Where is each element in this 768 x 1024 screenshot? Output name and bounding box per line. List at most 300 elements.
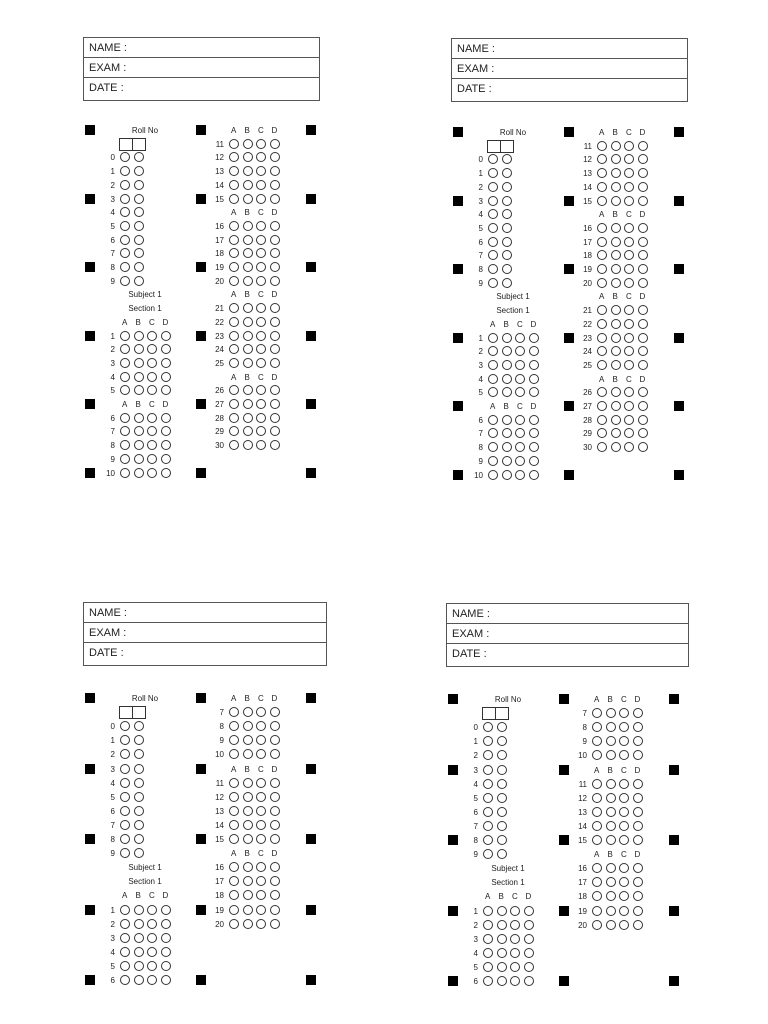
question-row-bubble-3[interactable] (619, 779, 629, 789)
question-row-bubble-1[interactable] (120, 947, 130, 957)
question-row-bubble-3[interactable] (619, 891, 629, 901)
question-row-bubble-1[interactable] (597, 346, 607, 356)
question-row-bubble-3[interactable] (515, 415, 525, 425)
question-row-bubble-1[interactable] (229, 413, 239, 423)
question-row-bubble-1[interactable] (597, 415, 607, 425)
question-row-bubble-2[interactable] (243, 876, 253, 886)
question-row-bubble-2[interactable] (611, 428, 621, 438)
question-row-bubble-1[interactable] (120, 440, 130, 450)
question-row-bubble-4[interactable] (161, 919, 171, 929)
question-row-bubble-4[interactable] (638, 428, 648, 438)
question-row-bubble-1[interactable] (120, 919, 130, 929)
question-row-bubble-3[interactable] (147, 331, 157, 341)
question-row-bubble-4[interactable] (270, 152, 280, 162)
roll-digit-row-bubble-2[interactable] (497, 750, 507, 760)
date-field[interactable]: DATE : (89, 647, 124, 659)
question-row-bubble-3[interactable] (624, 264, 634, 274)
question-row-bubble-1[interactable] (120, 413, 130, 423)
question-row-bubble-4[interactable] (638, 346, 648, 356)
roll-digit-row-bubble-2[interactable] (502, 237, 512, 247)
question-row-bubble-2[interactable] (243, 721, 253, 731)
question-row-bubble-4[interactable] (270, 707, 280, 717)
question-row-bubble-2[interactable] (134, 344, 144, 354)
roll-digit-row-bubble-1[interactable] (120, 248, 130, 258)
question-row-bubble-4[interactable] (270, 139, 280, 149)
roll-digit-row-bubble-2[interactable] (134, 778, 144, 788)
question-row-bubble-2[interactable] (243, 862, 253, 872)
question-row-bubble-4[interactable] (638, 401, 648, 411)
question-row-bubble-4[interactable] (529, 470, 539, 480)
name-field[interactable]: NAME : (84, 38, 319, 58)
question-row-bubble-1[interactable] (229, 331, 239, 341)
roll-digit-row-bubble-2[interactable] (502, 278, 512, 288)
question-row-bubble-4[interactable] (270, 792, 280, 802)
roll-digit-row-bubble-2[interactable] (134, 276, 144, 286)
question-row-bubble-3[interactable] (619, 807, 629, 817)
question-row-bubble-2[interactable] (606, 779, 616, 789)
question-row-bubble-3[interactable] (256, 792, 266, 802)
question-row-bubble-2[interactable] (243, 344, 253, 354)
question-row-bubble-2[interactable] (497, 934, 507, 944)
roll-digit-row-bubble-2[interactable] (497, 722, 507, 732)
question-row-bubble-4[interactable] (270, 221, 280, 231)
question-row-bubble-2[interactable] (243, 262, 253, 272)
question-row-bubble-4[interactable] (633, 708, 643, 718)
question-row-bubble-3[interactable] (256, 890, 266, 900)
question-row-bubble-2[interactable] (611, 346, 621, 356)
question-row-bubble-3[interactable] (619, 835, 629, 845)
question-row-bubble-3[interactable] (619, 750, 629, 760)
roll-digit-row-bubble-1[interactable] (488, 182, 498, 192)
question-row-bubble-4[interactable] (270, 413, 280, 423)
question-row-bubble-3[interactable] (256, 385, 266, 395)
question-row-bubble-1[interactable] (120, 385, 130, 395)
question-row-bubble-1[interactable] (488, 346, 498, 356)
roll-digit-row-bubble-1[interactable] (488, 223, 498, 233)
question-row-bubble-3[interactable] (256, 139, 266, 149)
question-row-bubble-2[interactable] (243, 919, 253, 929)
question-row-bubble-2[interactable] (243, 440, 253, 450)
roll-digit-row-bubble-2[interactable] (134, 248, 144, 258)
roll-digit-row-bubble-2[interactable] (134, 820, 144, 830)
question-row-bubble-2[interactable] (134, 426, 144, 436)
roll-digit-box[interactable] (132, 138, 146, 151)
roll-digit-row-bubble-2[interactable] (502, 209, 512, 219)
question-row-bubble-1[interactable] (597, 264, 607, 274)
question-row-bubble-4[interactable] (161, 975, 171, 985)
question-row-bubble-1[interactable] (488, 333, 498, 343)
question-row-bubble-3[interactable] (256, 862, 266, 872)
roll-digit-row-bubble-1[interactable] (120, 834, 130, 844)
question-row-bubble-2[interactable] (243, 778, 253, 788)
roll-digit-row-bubble-1[interactable] (120, 276, 130, 286)
question-row-bubble-3[interactable] (619, 906, 629, 916)
question-row-bubble-4[interactable] (524, 948, 534, 958)
question-row-bubble-4[interactable] (270, 735, 280, 745)
question-row-bubble-4[interactable] (270, 876, 280, 886)
question-row-bubble-4[interactable] (161, 385, 171, 395)
question-row-bubble-4[interactable] (638, 168, 648, 178)
question-row-bubble-3[interactable] (624, 428, 634, 438)
roll-digit-row-bubble-1[interactable] (488, 264, 498, 274)
roll-digit-row-bubble-2[interactable] (497, 779, 507, 789)
question-row-bubble-2[interactable] (134, 961, 144, 971)
question-row-bubble-3[interactable] (256, 749, 266, 759)
question-row-bubble-3[interactable] (624, 305, 634, 315)
question-row-bubble-4[interactable] (270, 358, 280, 368)
question-row-bubble-2[interactable] (611, 401, 621, 411)
question-row-bubble-3[interactable] (256, 440, 266, 450)
roll-digit-row-bubble-2[interactable] (502, 223, 512, 233)
question-row-bubble-4[interactable] (633, 736, 643, 746)
question-row-bubble-2[interactable] (243, 194, 253, 204)
question-row-bubble-2[interactable] (502, 470, 512, 480)
question-row-bubble-4[interactable] (633, 793, 643, 803)
question-row-bubble-4[interactable] (270, 276, 280, 286)
question-row-bubble-3[interactable] (510, 920, 520, 930)
question-row-bubble-1[interactable] (229, 862, 239, 872)
question-row-bubble-4[interactable] (529, 333, 539, 343)
question-row-bubble-2[interactable] (611, 305, 621, 315)
question-row-bubble-4[interactable] (524, 906, 534, 916)
question-row-bubble-3[interactable] (619, 877, 629, 887)
question-row-bubble-1[interactable] (597, 250, 607, 260)
question-row-bubble-4[interactable] (270, 905, 280, 915)
question-row-bubble-3[interactable] (147, 426, 157, 436)
question-row-bubble-1[interactable] (229, 344, 239, 354)
question-row-bubble-2[interactable] (134, 372, 144, 382)
question-row-bubble-4[interactable] (270, 262, 280, 272)
roll-digit-row-bubble-1[interactable] (488, 237, 498, 247)
question-row-bubble-4[interactable] (161, 344, 171, 354)
question-row-bubble-2[interactable] (134, 413, 144, 423)
question-row-bubble-3[interactable] (619, 863, 629, 873)
question-row-bubble-2[interactable] (611, 360, 621, 370)
question-row-bubble-2[interactable] (611, 415, 621, 425)
roll-digit-row-bubble-1[interactable] (483, 750, 493, 760)
question-row-bubble-4[interactable] (161, 905, 171, 915)
question-row-bubble-4[interactable] (161, 426, 171, 436)
question-row-bubble-3[interactable] (624, 387, 634, 397)
question-row-bubble-2[interactable] (243, 331, 253, 341)
question-row-bubble-3[interactable] (256, 248, 266, 258)
question-row-bubble-3[interactable] (510, 948, 520, 958)
question-row-bubble-1[interactable] (488, 415, 498, 425)
roll-digit-row-bubble-2[interactable] (134, 194, 144, 204)
roll-digit-row-bubble-1[interactable] (120, 721, 130, 731)
question-row-bubble-1[interactable] (597, 319, 607, 329)
question-row-bubble-2[interactable] (243, 385, 253, 395)
question-row-bubble-3[interactable] (510, 976, 520, 986)
question-row-bubble-1[interactable] (592, 722, 602, 732)
roll-digit-row-bubble-2[interactable] (502, 264, 512, 274)
roll-digit-row-bubble-2[interactable] (502, 168, 512, 178)
question-row-bubble-3[interactable] (515, 428, 525, 438)
question-row-bubble-3[interactable] (624, 346, 634, 356)
roll-digit-row-bubble-2[interactable] (497, 849, 507, 859)
roll-digit-row-bubble-1[interactable] (488, 278, 498, 288)
question-row-bubble-2[interactable] (243, 152, 253, 162)
question-row-bubble-2[interactable] (502, 387, 512, 397)
question-row-bubble-3[interactable] (256, 317, 266, 327)
question-row-bubble-4[interactable] (270, 194, 280, 204)
question-row-bubble-1[interactable] (597, 278, 607, 288)
question-row-bubble-1[interactable] (592, 736, 602, 746)
roll-digit-row-bubble-1[interactable] (120, 778, 130, 788)
question-row-bubble-3[interactable] (619, 793, 629, 803)
roll-digit-row-bubble-2[interactable] (134, 221, 144, 231)
question-row-bubble-2[interactable] (243, 834, 253, 844)
question-row-bubble-1[interactable] (229, 139, 239, 149)
question-row-bubble-3[interactable] (256, 358, 266, 368)
question-row-bubble-4[interactable] (270, 862, 280, 872)
question-row-bubble-1[interactable] (229, 778, 239, 788)
question-row-bubble-3[interactable] (256, 180, 266, 190)
question-row-bubble-2[interactable] (134, 468, 144, 478)
question-row-bubble-3[interactable] (624, 223, 634, 233)
roll-digit-row-bubble-1[interactable] (483, 765, 493, 775)
question-row-bubble-4[interactable] (638, 196, 648, 206)
question-row-bubble-1[interactable] (488, 456, 498, 466)
roll-digit-row-bubble-2[interactable] (134, 792, 144, 802)
roll-digit-row-bubble-2[interactable] (134, 152, 144, 162)
roll-digit-row-bubble-2[interactable] (134, 721, 144, 731)
roll-digit-row-bubble-1[interactable] (488, 154, 498, 164)
question-row-bubble-1[interactable] (592, 793, 602, 803)
question-row-bubble-1[interactable] (597, 387, 607, 397)
roll-digit-box[interactable] (487, 140, 501, 153)
question-row-bubble-3[interactable] (147, 385, 157, 395)
question-row-bubble-4[interactable] (270, 235, 280, 245)
exam-field[interactable]: EXAM : (84, 58, 319, 78)
question-row-bubble-2[interactable] (243, 707, 253, 717)
question-row-bubble-2[interactable] (134, 919, 144, 929)
question-row-bubble-3[interactable] (515, 360, 525, 370)
roll-digit-row-bubble-1[interactable] (483, 807, 493, 817)
question-row-bubble-4[interactable] (270, 890, 280, 900)
question-row-bubble-1[interactable] (229, 820, 239, 830)
question-row-bubble-1[interactable] (597, 401, 607, 411)
question-row-bubble-3[interactable] (147, 454, 157, 464)
question-row-bubble-2[interactable] (497, 948, 507, 958)
question-row-bubble-3[interactable] (624, 401, 634, 411)
roll-digit-row-bubble-1[interactable] (120, 152, 130, 162)
exam-field[interactable]: EXAM : (84, 623, 326, 643)
question-row-bubble-2[interactable] (243, 221, 253, 231)
question-row-bubble-4[interactable] (529, 387, 539, 397)
question-row-bubble-1[interactable] (229, 194, 239, 204)
question-row-bubble-3[interactable] (256, 344, 266, 354)
question-row-bubble-1[interactable] (229, 806, 239, 816)
question-row-bubble-2[interactable] (611, 168, 621, 178)
exam-field[interactable]: EXAM : (447, 624, 688, 644)
question-row-bubble-1[interactable] (229, 707, 239, 717)
question-row-bubble-4[interactable] (270, 806, 280, 816)
question-row-bubble-1[interactable] (488, 387, 498, 397)
question-row-bubble-1[interactable] (592, 835, 602, 845)
question-row-bubble-1[interactable] (597, 154, 607, 164)
question-row-bubble-4[interactable] (633, 863, 643, 873)
question-row-bubble-4[interactable] (270, 399, 280, 409)
question-row-bubble-1[interactable] (229, 834, 239, 844)
date-field[interactable]: DATE : (89, 82, 124, 94)
roll-digit-row-bubble-1[interactable] (120, 820, 130, 830)
question-row-bubble-3[interactable] (510, 934, 520, 944)
question-row-bubble-3[interactable] (515, 387, 525, 397)
question-row-bubble-1[interactable] (592, 920, 602, 930)
question-row-bubble-4[interactable] (638, 278, 648, 288)
question-row-bubble-3[interactable] (256, 413, 266, 423)
question-row-bubble-4[interactable] (638, 305, 648, 315)
roll-digit-row-bubble-1[interactable] (120, 221, 130, 231)
question-row-bubble-3[interactable] (256, 721, 266, 731)
question-row-bubble-4[interactable] (161, 440, 171, 450)
question-row-bubble-2[interactable] (243, 235, 253, 245)
question-row-bubble-2[interactable] (243, 820, 253, 830)
question-row-bubble-2[interactable] (502, 428, 512, 438)
question-row-bubble-4[interactable] (270, 778, 280, 788)
question-row-bubble-2[interactable] (606, 906, 616, 916)
question-row-bubble-4[interactable] (270, 919, 280, 929)
question-row-bubble-2[interactable] (611, 442, 621, 452)
question-row-bubble-4[interactable] (161, 358, 171, 368)
question-row-bubble-3[interactable] (256, 735, 266, 745)
roll-digit-row-bubble-2[interactable] (134, 834, 144, 844)
question-row-bubble-4[interactable] (638, 154, 648, 164)
question-row-bubble-3[interactable] (624, 250, 634, 260)
question-row-bubble-4[interactable] (270, 749, 280, 759)
question-row-bubble-3[interactable] (147, 919, 157, 929)
roll-digit-row-bubble-2[interactable] (502, 154, 512, 164)
roll-digit-row-bubble-2[interactable] (134, 735, 144, 745)
question-row-bubble-2[interactable] (611, 182, 621, 192)
question-row-bubble-2[interactable] (606, 793, 616, 803)
roll-digit-row-bubble-1[interactable] (120, 764, 130, 774)
question-row-bubble-4[interactable] (524, 962, 534, 972)
question-row-bubble-1[interactable] (229, 262, 239, 272)
question-row-bubble-3[interactable] (624, 168, 634, 178)
question-row-bubble-4[interactable] (270, 426, 280, 436)
question-row-bubble-4[interactable] (270, 303, 280, 313)
question-row-bubble-2[interactable] (611, 319, 621, 329)
question-row-bubble-2[interactable] (243, 890, 253, 900)
question-row-bubble-3[interactable] (256, 276, 266, 286)
question-row-bubble-1[interactable] (229, 426, 239, 436)
question-row-bubble-2[interactable] (611, 154, 621, 164)
question-row-bubble-1[interactable] (592, 863, 602, 873)
question-row-bubble-3[interactable] (510, 962, 520, 972)
question-row-bubble-2[interactable] (134, 454, 144, 464)
roll-digit-row-bubble-2[interactable] (502, 182, 512, 192)
question-row-bubble-3[interactable] (147, 961, 157, 971)
roll-digit-row-bubble-2[interactable] (134, 806, 144, 816)
question-row-bubble-1[interactable] (229, 905, 239, 915)
question-row-bubble-2[interactable] (611, 387, 621, 397)
question-row-bubble-1[interactable] (229, 317, 239, 327)
question-row-bubble-2[interactable] (606, 835, 616, 845)
roll-digit-row-bubble-1[interactable] (120, 848, 130, 858)
question-row-bubble-3[interactable] (515, 333, 525, 343)
question-row-bubble-3[interactable] (624, 415, 634, 425)
question-row-bubble-1[interactable] (120, 372, 130, 382)
question-row-bubble-3[interactable] (147, 344, 157, 354)
question-row-bubble-4[interactable] (638, 250, 648, 260)
question-row-bubble-1[interactable] (229, 440, 239, 450)
question-row-bubble-2[interactable] (606, 877, 616, 887)
question-row-bubble-2[interactable] (134, 440, 144, 450)
question-row-bubble-2[interactable] (606, 863, 616, 873)
question-row-bubble-4[interactable] (638, 360, 648, 370)
question-row-bubble-1[interactable] (120, 905, 130, 915)
question-row-bubble-1[interactable] (597, 442, 607, 452)
question-row-bubble-3[interactable] (619, 708, 629, 718)
question-row-bubble-2[interactable] (502, 346, 512, 356)
question-row-bubble-3[interactable] (147, 975, 157, 985)
question-row-bubble-2[interactable] (134, 331, 144, 341)
question-row-bubble-2[interactable] (134, 947, 144, 957)
question-row-bubble-3[interactable] (256, 303, 266, 313)
question-row-bubble-4[interactable] (161, 413, 171, 423)
question-row-bubble-2[interactable] (502, 374, 512, 384)
question-row-bubble-3[interactable] (256, 876, 266, 886)
question-row-bubble-1[interactable] (229, 303, 239, 313)
roll-digit-row-bubble-2[interactable] (134, 235, 144, 245)
date-field[interactable]: DATE : (457, 83, 492, 95)
question-row-bubble-3[interactable] (515, 456, 525, 466)
question-row-bubble-1[interactable] (229, 876, 239, 886)
roll-digit-row-bubble-2[interactable] (497, 765, 507, 775)
question-row-bubble-2[interactable] (243, 806, 253, 816)
question-row-bubble-4[interactable] (161, 947, 171, 957)
question-row-bubble-3[interactable] (515, 374, 525, 384)
question-row-bubble-2[interactable] (243, 905, 253, 915)
question-row-bubble-4[interactable] (270, 820, 280, 830)
question-row-bubble-1[interactable] (597, 141, 607, 151)
question-row-bubble-4[interactable] (638, 182, 648, 192)
question-row-bubble-4[interactable] (161, 372, 171, 382)
question-row-bubble-3[interactable] (256, 221, 266, 231)
roll-digit-row-bubble-2[interactable] (497, 793, 507, 803)
question-row-bubble-1[interactable] (592, 750, 602, 760)
question-row-bubble-3[interactable] (619, 722, 629, 732)
question-row-bubble-3[interactable] (256, 194, 266, 204)
question-row-bubble-4[interactable] (633, 891, 643, 901)
roll-digit-row-bubble-1[interactable] (120, 166, 130, 176)
question-row-bubble-2[interactable] (611, 278, 621, 288)
question-row-bubble-1[interactable] (592, 891, 602, 901)
question-row-bubble-1[interactable] (592, 779, 602, 789)
question-row-bubble-1[interactable] (120, 933, 130, 943)
question-row-bubble-4[interactable] (633, 807, 643, 817)
question-row-bubble-2[interactable] (502, 415, 512, 425)
question-row-bubble-2[interactable] (243, 276, 253, 286)
question-row-bubble-3[interactable] (515, 346, 525, 356)
question-row-bubble-4[interactable] (529, 456, 539, 466)
question-row-bubble-1[interactable] (483, 920, 493, 930)
question-row-bubble-2[interactable] (606, 722, 616, 732)
question-row-bubble-1[interactable] (229, 221, 239, 231)
question-row-bubble-2[interactable] (243, 139, 253, 149)
question-row-bubble-2[interactable] (611, 333, 621, 343)
question-row-bubble-1[interactable] (120, 358, 130, 368)
roll-digit-row-bubble-2[interactable] (497, 835, 507, 845)
roll-digit-row-bubble-1[interactable] (488, 196, 498, 206)
question-row-bubble-3[interactable] (256, 806, 266, 816)
question-row-bubble-1[interactable] (483, 906, 493, 916)
question-row-bubble-3[interactable] (510, 906, 520, 916)
question-row-bubble-4[interactable] (638, 223, 648, 233)
question-row-bubble-2[interactable] (611, 250, 621, 260)
